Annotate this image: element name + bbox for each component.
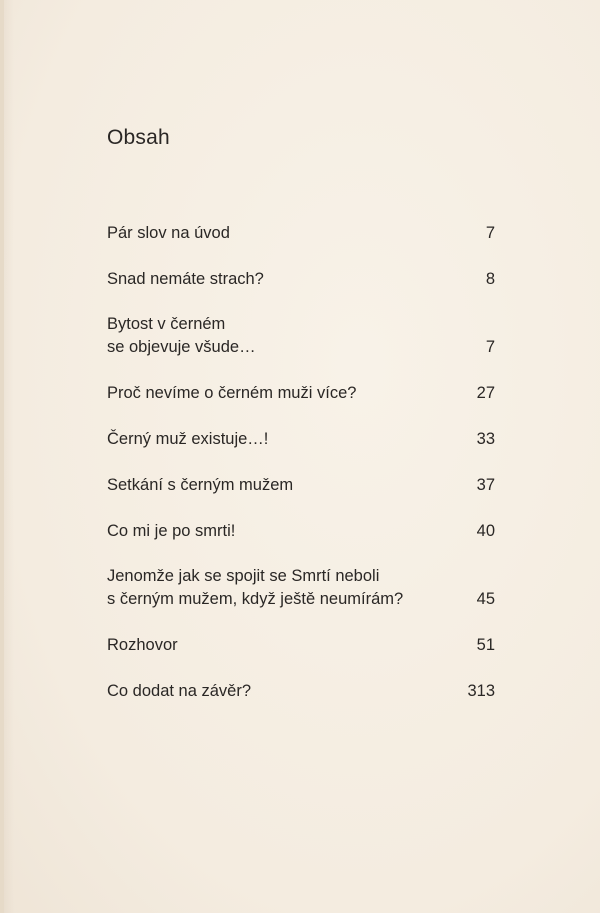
toc-entry-line: Bytost v černém: [107, 315, 226, 333]
page-binding-edge: [0, 0, 4, 913]
toc-entry: [107, 680, 495, 703]
toc-entry-line: Pár slov na úvod: [107, 224, 230, 242]
toc-entry: [107, 428, 495, 451]
toc-entry-page: 45: [476, 590, 495, 608]
toc-entry-page: 8: [485, 270, 495, 288]
toc-entry-line: Jenomže jak se spojit se Smrtí neboli: [107, 567, 380, 585]
toc-entry-title: [107, 634, 495, 657]
toc-entry-title: [107, 222, 495, 245]
toc-entry-title: [107, 313, 495, 359]
toc-entry: [107, 474, 495, 497]
toc-entry-line: se objevuje všude…: [107, 338, 256, 356]
toc-entry-line: s černým mužem, když ještě neumírám?: [107, 590, 404, 608]
toc-entry-title: [107, 428, 495, 451]
toc-entry: [107, 634, 495, 657]
toc-entry-page: 40: [476, 522, 495, 540]
page-title: Obsah: [107, 126, 170, 149]
toc-entry: [107, 222, 495, 245]
toc-entry-title: [107, 474, 495, 497]
toc-entry-page: 313: [467, 682, 495, 700]
toc-entry-line: Černý muž existuje…!: [107, 430, 269, 448]
toc-entry: [107, 520, 495, 543]
toc-entry-title: [107, 565, 495, 611]
table-of-contents: [107, 0, 495, 913]
toc-entry-page: 37: [476, 476, 495, 494]
toc-entry-line: Proč nevíme o černém muži více?: [107, 384, 357, 402]
toc-entry-page: 27: [476, 384, 495, 402]
toc-entry-page: 7: [485, 338, 495, 356]
toc-entry-line: Co mi je po smrti!: [107, 522, 236, 540]
toc-entry-title: [107, 382, 495, 405]
toc-entry-line: Co dodat na závěr?: [107, 682, 252, 700]
toc-entry: [107, 313, 495, 359]
toc-entry-title: [107, 520, 495, 543]
toc-entry-page: 7: [485, 224, 495, 242]
toc-entry-line: Rozhovor: [107, 636, 178, 654]
toc-entry-title: [107, 680, 495, 703]
toc-entry-page: 51: [476, 636, 495, 654]
toc-entry-page: 33: [476, 430, 495, 448]
toc-entry-title: [107, 268, 495, 291]
toc-entry: [107, 382, 495, 405]
toc-entry: [107, 268, 495, 291]
toc-entry: [107, 565, 495, 611]
toc-entry-line: Setkání s černým mužem: [107, 476, 294, 494]
toc-entry-line: Snad nemáte strach?: [107, 270, 264, 288]
